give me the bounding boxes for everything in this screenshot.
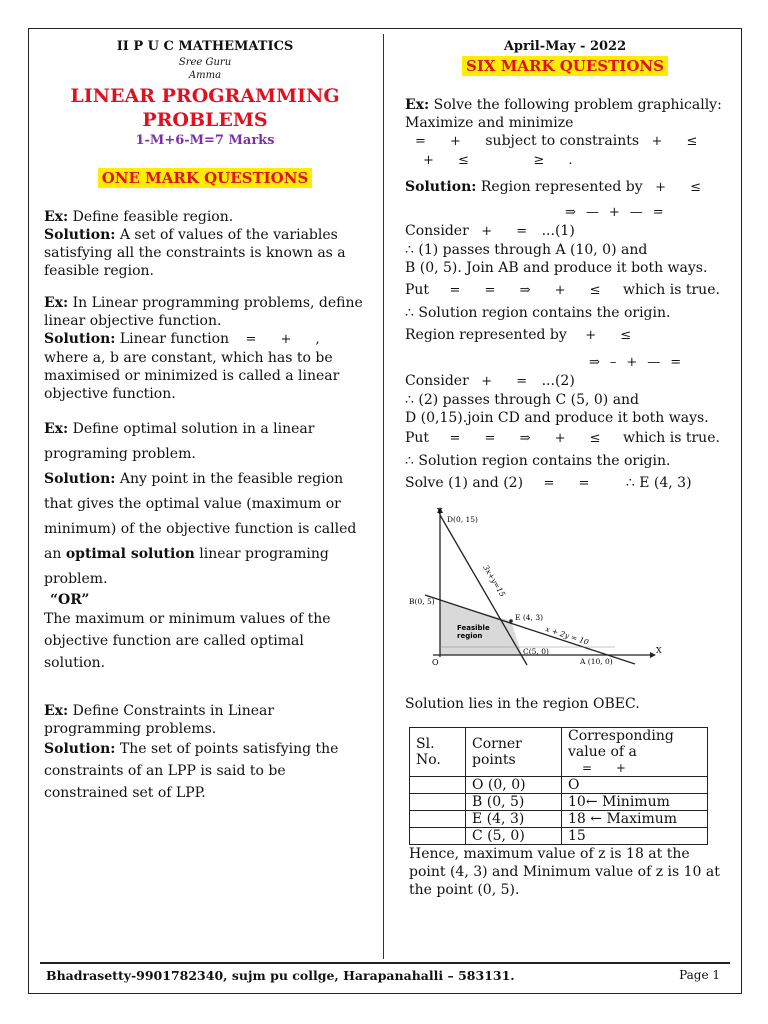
table-cell — [410, 811, 466, 828]
sol-text: Region represented by — [476, 179, 643, 195]
col-value-text: Corresponding value of a — [568, 728, 674, 760]
question-1 — [44, 208, 366, 280]
footer-text: Bhadrasetty-9901782340, sujm pu collge, Harapanahalli – 583131. — [46, 968, 515, 983]
ex-label: Ex: — [405, 97, 430, 113]
table-header — [410, 728, 708, 777]
subject-header: II P U C MATHEMATICS — [116, 39, 294, 54]
solution-label: Solution: — [405, 179, 477, 195]
table-cell — [410, 794, 466, 811]
table-row — [410, 811, 708, 828]
chapter-title-line-1: LINEAR PROGRAMMING — [70, 85, 340, 107]
page-number: Page 1 — [679, 968, 720, 982]
a2-text-b: where a, b are constant, which has to be maximised or minimized is called a linear objective function. — [44, 350, 340, 402]
table-cell — [410, 828, 466, 845]
passes-line-4: D (0,15).join CD and produce it both ways. — [405, 410, 709, 426]
a4-text: The set of points satisfying the constraints of an LPP is said to be constrained set of LPP. — [44, 741, 339, 801]
ex-label: Ex: — [44, 209, 69, 225]
footer — [46, 968, 726, 983]
feasible-label-1: Feasible — [457, 624, 490, 632]
table-cell: O (0, 0) — [466, 777, 562, 794]
solution-label: Solution: — [44, 331, 116, 347]
six-mark-heading: SIX MARK QUESTIONS — [462, 56, 668, 76]
put-sym-1: = = ⇒ + ≤ — [449, 283, 611, 298]
a1-text: A set of values of the variables satisfying all the constraints is known as a feasible region. — [44, 227, 346, 279]
ex-label: Ex: — [44, 421, 69, 437]
origin-line-1: ∴ Solution region contains the origin. — [405, 305, 671, 321]
passes-line-1: ∴ (1) passes through A (10, 0) and — [405, 242, 648, 258]
label-line-cd: 3x+y=15 — [481, 563, 508, 599]
q2-text: In Linear programming problems, define linear objective function. — [44, 295, 363, 329]
consider-arrow-1: ⇒—+—= — [565, 205, 674, 220]
col-sl: Sl. No. — [410, 728, 466, 777]
true-text-2: which is true. — [622, 430, 720, 446]
origin-line-2: ∴ Solution region contains the origin. — [405, 453, 671, 469]
consider-arrow-2: ⇒–+—= — [589, 355, 692, 370]
ex-sym-1: = + — [415, 134, 471, 149]
solve-sym: = = — [543, 476, 600, 491]
solve-text: Solve (1) and (2) — [405, 475, 524, 491]
a3-bold: optimal solution — [65, 546, 195, 562]
label-y: Y — [437, 507, 443, 516]
passes-line-3: ∴ (2) passes through C (5, 0) and — [405, 392, 640, 408]
chapter-title-line-2: PROBLEMS — [142, 109, 268, 131]
corner-points-table — [409, 727, 708, 845]
label-d: D(0, 15) — [447, 515, 478, 524]
put-label-1: Put — [405, 282, 430, 298]
passes-line-2: B (0, 5). Join AB and produce it both ways. — [405, 260, 708, 276]
region2-sym: + ≤ — [585, 328, 642, 343]
table-cell: 15 — [562, 828, 708, 845]
ex-text: Solve the following problem graphically: Maximize and minimize — [405, 97, 722, 131]
solution-label: Solution: — [44, 471, 116, 487]
label-line-ab: x + 2y = 10 — [544, 624, 590, 647]
ex-sym-3: + ≤ — [423, 153, 479, 168]
q1-text: Define feasible region. — [68, 209, 234, 225]
label-a: A (10, 0) — [580, 657, 613, 666]
table-cell: B (0, 5) — [466, 794, 562, 811]
table-cell: 18 ← Maximum — [562, 811, 708, 828]
conclusion-text: Hence, maximum value of z is 18 at the point (4, 3) and Minimum value of z is 10 at the point (0, 5). — [409, 846, 720, 898]
label-origin: O — [432, 658, 439, 667]
lpp-graph — [405, 507, 665, 682]
a2-symbols: = + , — [245, 332, 330, 347]
question-4 — [44, 702, 366, 804]
consider-sym-1: + = — [481, 224, 538, 239]
table-cell: 10← Minimum — [562, 794, 708, 811]
solution-label: Solution: — [44, 741, 116, 757]
col-value — [562, 728, 708, 777]
ex-mid: subject to constraints — [485, 133, 640, 149]
col-corner: Corner points — [466, 728, 562, 777]
table-row — [410, 777, 708, 794]
six-mark-question — [405, 96, 725, 170]
label-x: X — [656, 646, 662, 655]
ex-label: Ex: — [44, 703, 69, 719]
or-label: “OR” — [50, 592, 90, 608]
table-cell: E (4, 3) — [466, 811, 562, 828]
label-c: C(5, 0) — [523, 647, 549, 656]
a3-text-c: The maximum or minimum values of the objective function are called optimal solution. — [44, 611, 331, 671]
dedication-line-2: Amma — [188, 70, 222, 81]
sol-sym: + ≤ — [655, 180, 712, 195]
column-divider — [383, 34, 384, 959]
consider-label-1: Consider — [405, 223, 469, 239]
table-row — [410, 794, 708, 811]
put-label-2: Put — [405, 430, 430, 446]
marks-info: 1-M+6-M=7 Marks — [135, 133, 275, 148]
ex-sym-2: + ≤ — [651, 134, 708, 149]
dedication-line-1: Sree Guru — [178, 57, 232, 68]
a2-text-a: Linear function — [115, 331, 230, 347]
put-sym-2: = = ⇒ + ≤ — [449, 431, 611, 446]
point-e — [509, 619, 513, 623]
solve-result: ∴ E (4, 3) — [625, 475, 692, 491]
ex-label: Ex: — [44, 295, 69, 311]
a3-text-b: linear programing problem. — [44, 546, 329, 587]
right-column — [405, 38, 725, 899]
left-column — [44, 38, 366, 804]
question-3 — [44, 417, 366, 592]
consider-num-2: ...(2) — [541, 373, 575, 389]
question-2 — [44, 294, 366, 403]
col-value-sym: = + — [582, 761, 636, 775]
table-row — [410, 828, 708, 845]
q4-text: Define Constraints in Linear programming problems. — [44, 703, 275, 737]
consider-num-1: ...(1) — [541, 223, 575, 239]
ex-sym-4: ≥ . — [533, 153, 583, 168]
exam-date: April-May - 2022 — [503, 39, 627, 54]
consider-sym-2: + = — [481, 374, 538, 389]
feasible-label-2: region — [457, 632, 483, 640]
label-b: B(0, 5) — [409, 597, 435, 606]
table-cell: C (5, 0) — [466, 828, 562, 845]
one-mark-heading: ONE MARK QUESTIONS — [98, 168, 313, 188]
label-e: E (4, 3) — [515, 613, 544, 622]
solution-label: Solution: — [44, 227, 116, 243]
region2-text: Region represented by — [405, 327, 567, 343]
table-cell: O — [562, 777, 708, 794]
true-text-1: which is true. — [622, 282, 720, 298]
solution-region: Solution lies in the region OBEC. — [405, 696, 640, 712]
footer-rule — [40, 962, 730, 964]
a3-text-a: Any point in the feasible region that gives the optimal value (maximum or minimum) of the objective function is called an — [44, 471, 357, 562]
q3-text: Define optimal solution in a linear programing problem. — [44, 421, 315, 462]
consider-label-2: Consider — [405, 373, 469, 389]
table-cell — [410, 777, 466, 794]
